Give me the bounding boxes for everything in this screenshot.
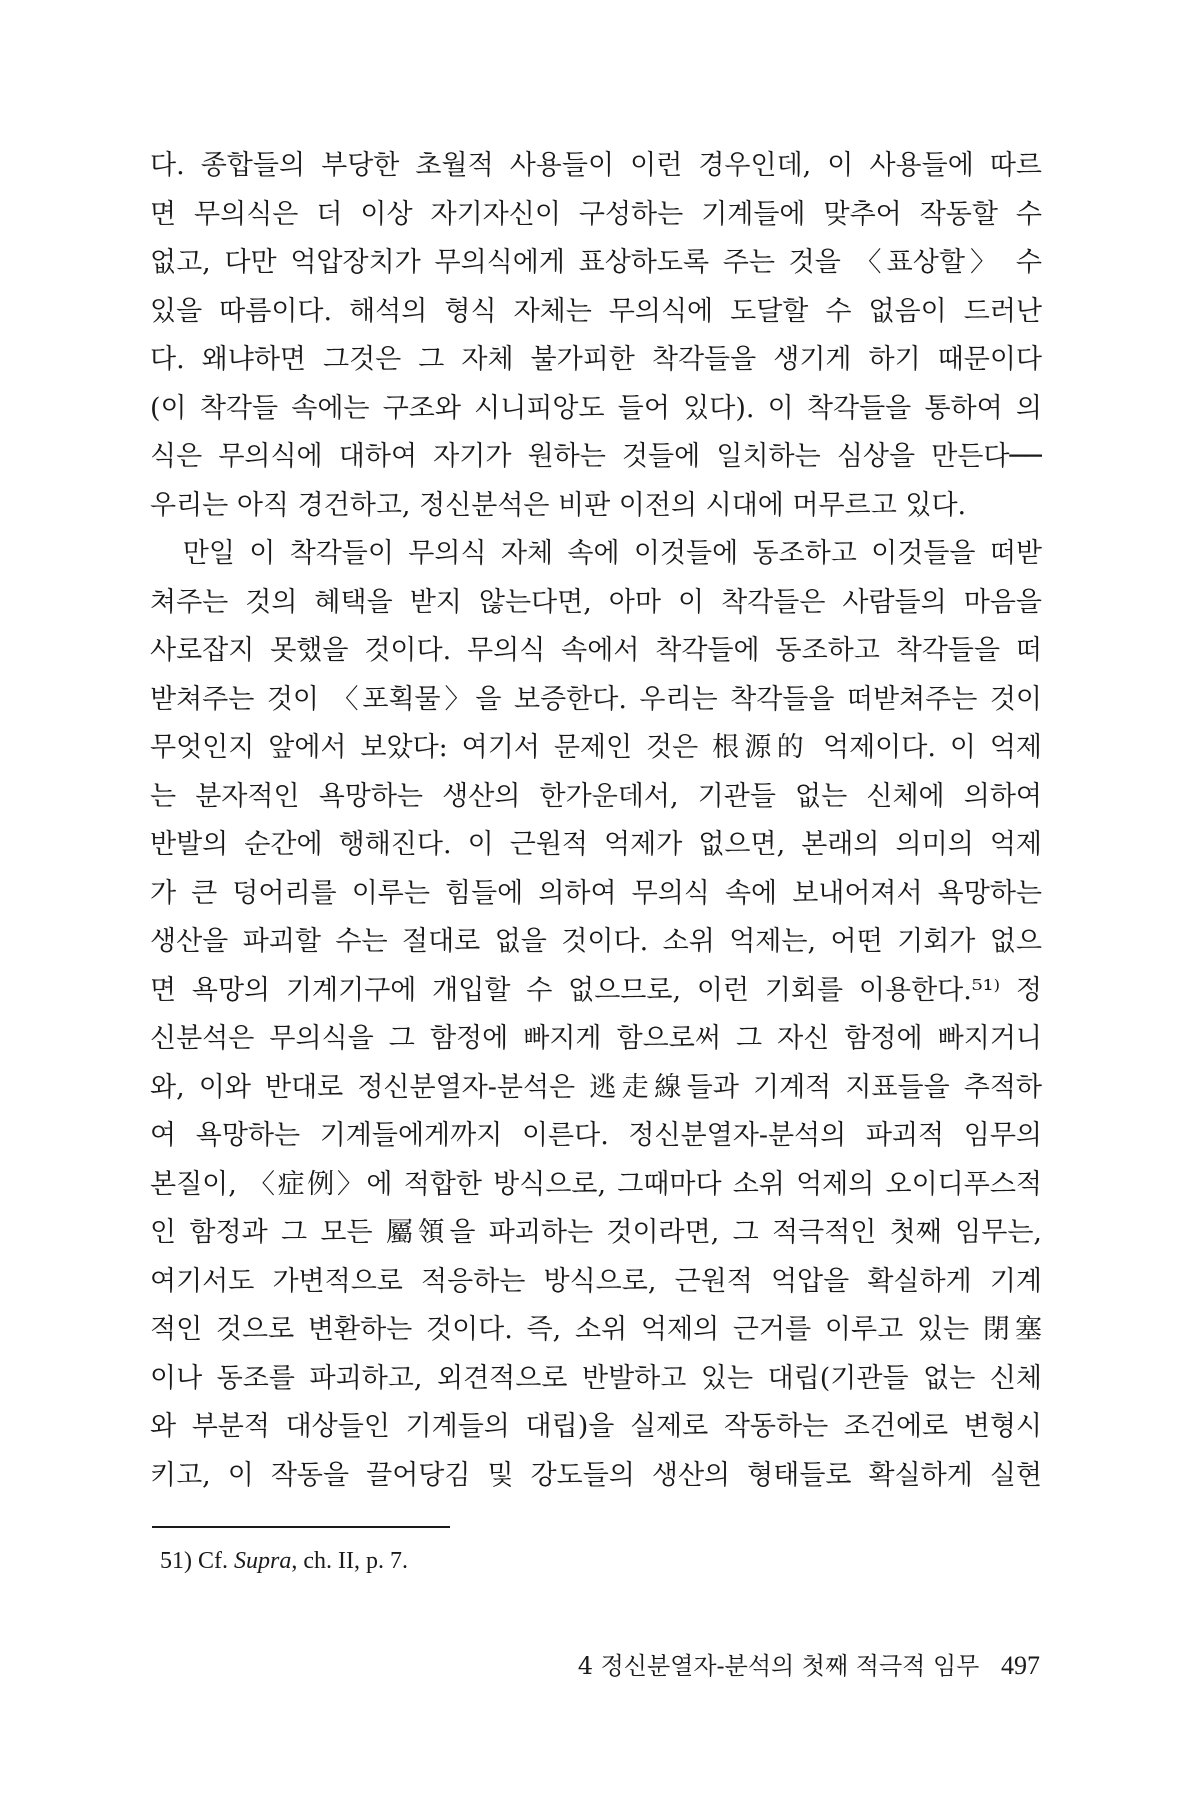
text-line: 있을 따름이다. 해석의 형식 자체는 무의식에 도달할 수 없음이 드러난 <box>150 295 1042 327</box>
text-line: 쳐주는 것의 혜택을 받지 않는다면, 아마 이 착각들은 사람들의 마음을 <box>150 586 1042 618</box>
footnote-divider <box>152 1526 450 1528</box>
running-head: 4 정신분열자-분석의 첫째 적극적 임무 <box>577 1652 980 1680</box>
text-line: 식은 무의식에 대하여 자기가 원하는 것들에 일치하는 심상을 만든다── <box>150 441 1042 472</box>
footnote-prefix: Cf. <box>198 1548 228 1574</box>
text-line: (이 착각들 속에는 구조와 시니피앙도 들어 있다). 이 착각들을 통하여 의 <box>150 392 1042 424</box>
text-line: 사로잡지 못했을 것이다. 무의식 속에서 착각들에 동조하고 착각들을 떠 <box>150 635 1042 666</box>
footnote-marker: 51) <box>160 1548 192 1574</box>
text-line: 여기서도 가변적으로 적응하는 방식으로, 근원적 억압을 확실하게 기계 <box>150 1265 1042 1297</box>
text-line: 와 부분적 대상들인 기계들의 대립)을 실제로 작동하는 조건에로 변형시 <box>150 1411 1042 1442</box>
text-line: 다. 종합들의 부당한 초월적 사용들이 이런 경우인데, 이 사용들에 따르 <box>150 150 1042 181</box>
text-line: 무엇인지 앞에서 보았다: 여기서 문제인 것은 根源的 억제이다. 이 억제 <box>150 732 1042 763</box>
footnote-work-title: Supra <box>234 1548 292 1574</box>
text-line: 본질이, 〈症例〉에 적합한 방식으로, 그때마다 소위 억제의 오이디푸스적 <box>150 1168 1042 1200</box>
text-line: 인 함정과 그 모든 屬領을 파괴하는 것이라면, 그 적극적인 첫째 임무는, <box>150 1217 1042 1248</box>
text-line: 우리는 아직 경건하고, 정신분석은 비판 이전의 시대에 머무르고 있다. <box>150 489 967 521</box>
page-number: 497 <box>1001 1651 1040 1680</box>
text-line: 면 욕망의 기계기구에 개입할 수 없으므로, 이런 기회를 이용한다.⁵¹⁾ 정 <box>150 974 1042 1006</box>
text-line: 다. 왜냐하면 그것은 그 자체 불가피한 착각들을 생기게 하기 때문이다 <box>150 344 1042 375</box>
footnote-51 <box>160 1545 408 1577</box>
text-line: 적인 것으로 변환하는 것이다. 즉, 소위 억제의 근거를 이루고 있는 閉塞 <box>150 1314 1042 1345</box>
text-line: 키고, 이 작동을 끌어당김 및 강도들의 생산의 형태들로 확실하게 실현 <box>150 1459 1042 1491</box>
text-line: 면 무의식은 더 이상 자기자신이 구성하는 기계들에 맞추어 작동할 수 <box>150 198 1042 230</box>
text-line: 생산을 파괴할 수는 절대로 없을 것이다. 소위 억제는, 어떤 기회가 없으 <box>150 926 1042 957</box>
text-line: 받쳐주는 것이 〈포획물〉을 보증한다. 우리는 착각들을 떠받쳐주는 것이 <box>150 683 1042 715</box>
footnote-locator: , ch. II, p. 7. <box>291 1548 408 1574</box>
running-footer <box>578 1650 1040 1682</box>
text-line: 이나 동조를 파괴하고, 외견적으로 반발하고 있는 대립(기관들 없는 신체 <box>150 1362 1042 1394</box>
body-text <box>150 142 1042 1500</box>
text-line: 여 욕망하는 기계들에게까지 이른다. 정신분열자-분석의 파괴적 임무의 <box>150 1120 1042 1151</box>
text-line: 가 큰 덩어리를 이루는 힘들에 의하여 무의식 속에 보내어져서 욕망하는 <box>150 877 1042 909</box>
text-line: 신분석은 무의식을 그 함정에 빠지게 함으로써 그 자신 함정에 빠지거니 <box>150 1023 1042 1054</box>
text-line: 와, 이와 반대로 정신분열자-분석은 逃走線들과 기계적 지표들을 추적하 <box>150 1071 1042 1103</box>
text-line: 반발의 순간에 행해진다. 이 근원적 억제가 없으면, 본래의 의미의 억제 <box>150 829 1042 860</box>
text-line: 없고, 다만 억압장치가 무의식에게 표상하도록 주는 것을 〈표상할〉 수 <box>150 247 1042 278</box>
text-line: 는 분자적인 욕망하는 생산의 한가운데서, 기관들 없는 신체에 의하여 <box>150 780 1042 812</box>
text-line: 만일 이 착각들이 무의식 자체 속에 이것들에 동조하고 이것들을 떠받 <box>150 538 1042 569</box>
